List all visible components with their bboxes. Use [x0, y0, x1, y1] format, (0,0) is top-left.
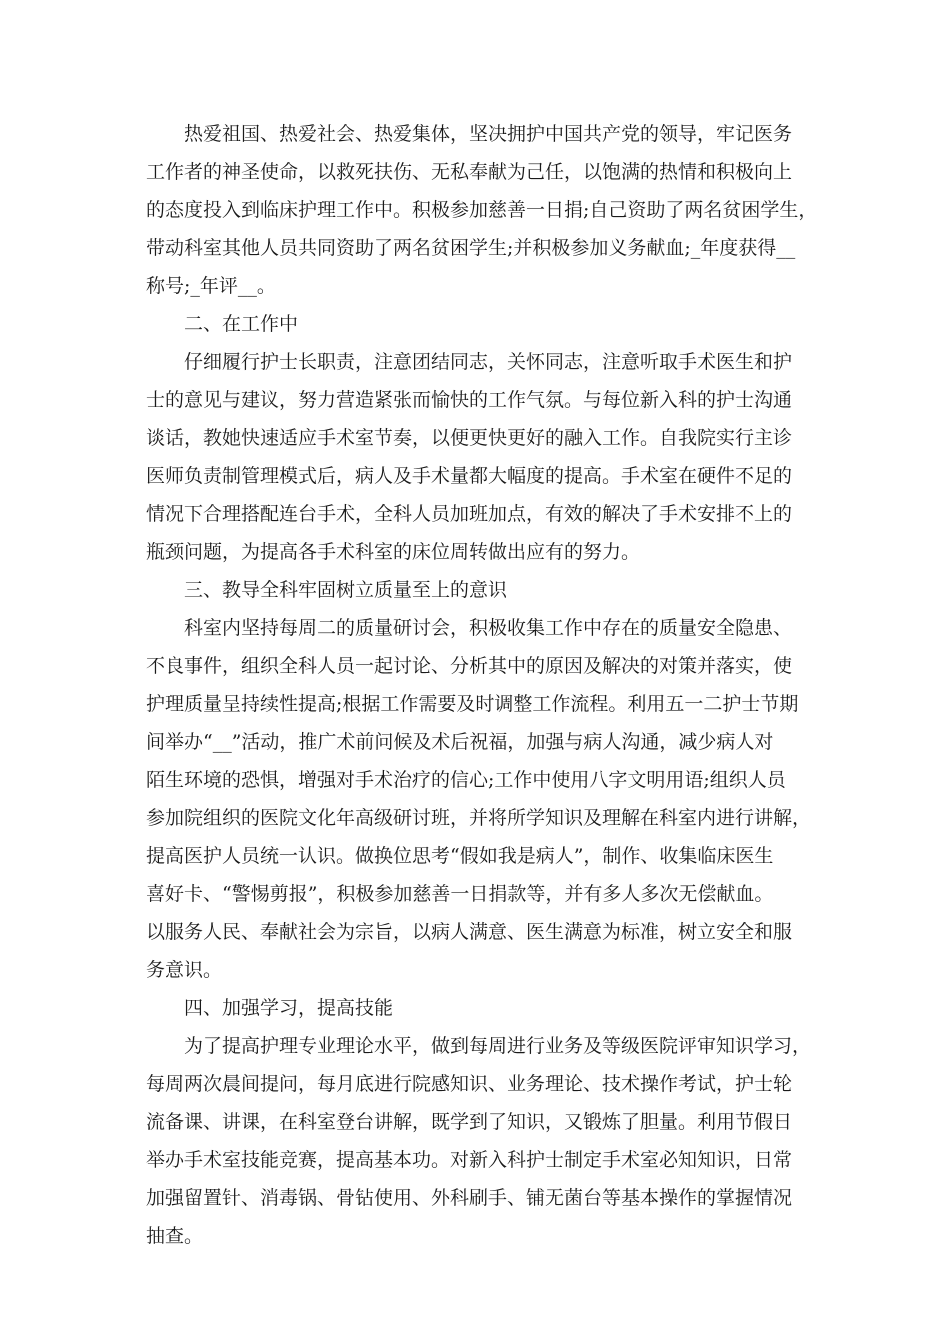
paragraph-2-line-4: 医师负责制管理模式后，病人及手术量都大幅度的提高。手术室在硬件不足的: [146, 465, 793, 487]
paragraph-4-line-3: 流备课、讲课，在科室登台讲解，既学到了知识，又锻炼了胆量。利用节假日: [146, 1111, 793, 1133]
paragraph-3-line-1: 科室内坚持每周二的质量研讨会，积极收集工作中存在的质量安全隐患、: [184, 617, 793, 639]
section-heading-3: 三、教导全科牢固树立质量至上的意识: [184, 579, 508, 601]
paragraph-3-line-6: 参加院组织的医院文化年高级研讨班，并将所学知识及理解在科室内进行讲解，: [146, 807, 812, 829]
paragraph-3-line-2: 不良事件，组织全科人员一起讨论、分析其中的原因及解决的对策并落实，使: [146, 655, 793, 677]
paragraph-3-line-10: 务意识。: [146, 959, 223, 981]
paragraph-4-line-2: 每周两次晨间提问，每月底进行院感知识、业务理论、技术操作考试，护士轮: [146, 1073, 793, 1095]
paragraph-4-line-5: 加强留置针、消毒锅、骨钻使用、外科刷手、铺无菌台等基本操作的掌握情况: [146, 1187, 793, 1209]
paragraph-4-line-1: 为了提高护理专业理论水平，做到每周进行业务及等级医院评审知识学习，: [184, 1035, 812, 1057]
paragraph-4-line-4: 举办手术室技能竞赛，提高基本功。对新入科护士制定手术室必知知识，日常: [146, 1149, 793, 1171]
paragraph-1-line-3: 的态度投入到临床护理工作中。积极参加慈善一日捐;自己资助了两名贫困学生，: [146, 199, 818, 221]
paragraph-3-line-3: 护理质量呈持续性提高;根据工作需要及时调整工作流程。利用五一二护士节期: [146, 693, 799, 715]
paragraph-2-line-3: 谈话，教她快速适应手术室节奏，以便更快更好的融入工作。自我院实行主诊: [146, 427, 793, 449]
paragraph-2-line-1: 仔细履行护士长职责，注意团结同志，关怀同志，注意听取手术医生和护: [184, 351, 793, 373]
paragraph-2-line-6: 瓶颈问题，为提高各手术科室的床位周转做出应有的努力。: [146, 541, 641, 563]
paragraph-1-line-5: 称号;_年评__。: [146, 275, 276, 297]
paragraph-3-line-4: 间举办“__”活动，推广术前问候及术后祝福，加强与病人沟通，减少病人对: [146, 731, 774, 753]
paragraph-2-line-5: 情况下合理搭配连台手术，全科人员加班加点，有效的解决了手术安排不上的: [146, 503, 793, 525]
section-heading-4: 四、加强学习，提高技能: [184, 997, 394, 1019]
paragraph-1-line-2: 工作者的神圣使命，以救死扶伤、无私奉献为己任，以饱满的热情和积极向上: [146, 161, 793, 183]
paragraph-3-line-7: 提高医护人员统一认识。做换位思考“假如我是病人”，制作、收集临床医生: [146, 845, 774, 867]
paragraph-4-line-6: 抽查。: [146, 1225, 204, 1247]
paragraph-1-line-1: 热爱祖国、热爱社会、热爱集体，坚决拥护中国共产党的领导，牢记医务: [184, 123, 793, 145]
paragraph-3-line-5: 陌生环境的恐惧，增强对手术治疗的信心;工作中使用八字文明用语;组织人员: [146, 769, 786, 791]
paragraph-3-line-9: 以服务人民、奉献社会为宗旨，以病人满意、医生满意为标准，树立安全和服: [146, 921, 793, 943]
paragraph-3-line-8: 喜好卡、“警惕剪报”，积极参加慈善一日捐款等，并有多人多次无偿献血。: [146, 883, 774, 905]
paragraph-1-line-4: 带动科室其他人员共同资助了两名贫困学生;并积极参加义务献血;_年度获得__: [146, 237, 796, 259]
section-heading-2: 二、在工作中: [184, 313, 299, 335]
paragraph-2-line-2: 士的意见与建议，努力营造紧张而愉快的工作气氛。与每位新入科的护士沟通: [146, 389, 793, 411]
